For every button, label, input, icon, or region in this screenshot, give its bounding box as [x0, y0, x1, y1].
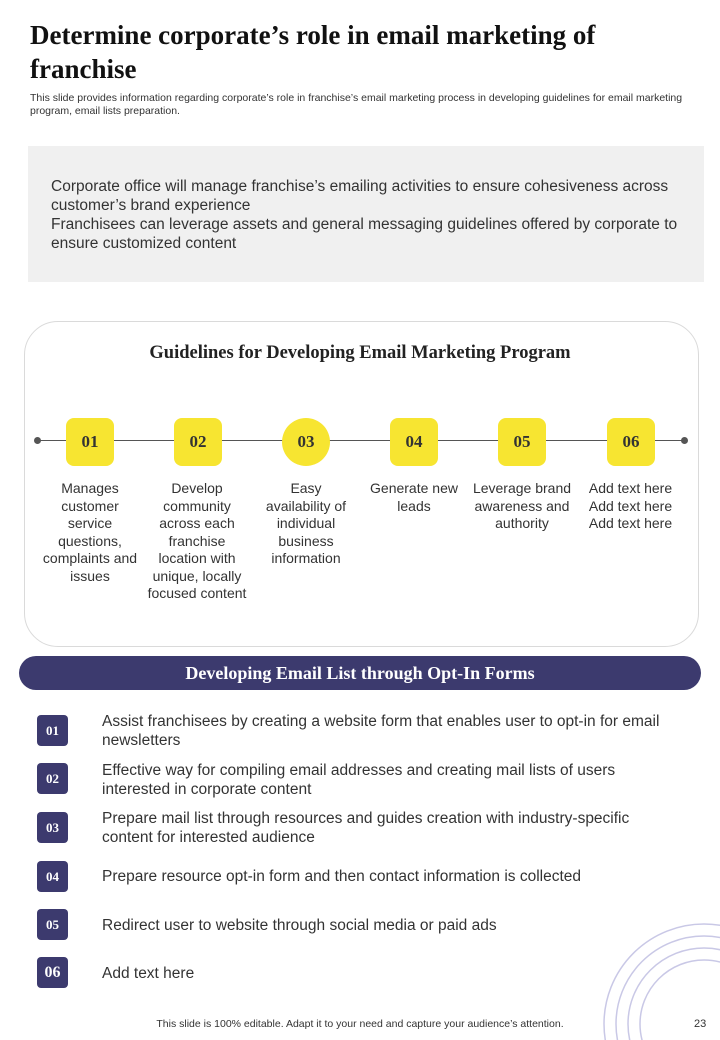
optin-badge-02: 02 [37, 763, 68, 794]
step-text-01: Manages customer service questions, complaints and issues [42, 480, 138, 584]
step-badge-02: 02 [174, 418, 222, 466]
optin-section-title: Developing Email List through Opt-In Forms [19, 656, 701, 690]
guidelines-title: Guidelines for Developing Email Marketing Program [149, 343, 571, 363]
timeline-start-dot [34, 437, 41, 444]
step-text-02: Develop community across each franchise location with unique, locally focused content [147, 480, 247, 601]
timeline-end-dot [681, 437, 688, 444]
timeline-line [37, 440, 684, 441]
optin-text-06: Add text here [102, 965, 195, 982]
info-line-2: Franchisees can leverage assets and general messaging guidelines offered by corporate to ensure customized content [51, 216, 678, 252]
info-line-1: Corporate office will manage franchise’s emailing activities to ensure cohesiveness across customer’s brand experience [51, 178, 669, 214]
step-badge-06: 06 [607, 418, 655, 466]
optin-badge-03: 03 [37, 812, 68, 843]
page-number: 23 [694, 1018, 707, 1030]
info-box [28, 146, 704, 282]
step-badge-05: 05 [498, 418, 546, 466]
footer-note: This slide is 100% editable. Adapt it to your need and capture your audience’s attention. [156, 1018, 564, 1030]
step-text-03: Easy availability of individual business information [265, 480, 347, 566]
optin-badge-06: 06 [37, 957, 68, 988]
slide-title: Determine corporate’s role in email marketing of franchise [30, 20, 596, 84]
step-badge-03: 03 [282, 418, 330, 466]
step-badge-04: 04 [390, 418, 438, 466]
step-text-06: Add text here Add text here Add text here [588, 480, 673, 531]
optin-badge-01: 01 [37, 715, 68, 746]
step-text-05: Leverage brand awareness and authority [472, 480, 572, 531]
optin-text-01: Assist franchisees by creating a website form that enables user to opt-in for email newsletters [102, 713, 660, 749]
step-text-04: Generate new leads [370, 480, 458, 514]
slide-subtitle: This slide provides information regarding corporate’s role in franchise’s email marketing process in developing guidelines for email marketing program, email lists preparation. [30, 92, 683, 117]
optin-badge-05: 05 [37, 909, 68, 940]
optin-text-03: Prepare mail list through resources and guides creation with industry-specific content for interested audience [102, 810, 630, 846]
step-badge-01: 01 [66, 418, 114, 466]
optin-text-02: Effective way for compiling email addresses and creating mail lists of users interested in corporate content [102, 762, 616, 798]
optin-text-04: Prepare resource opt-in form and then contact information is collected [102, 868, 582, 885]
optin-badge-04: 04 [37, 861, 68, 892]
optin-text-05: Redirect user to website through social media or paid ads [102, 917, 497, 934]
